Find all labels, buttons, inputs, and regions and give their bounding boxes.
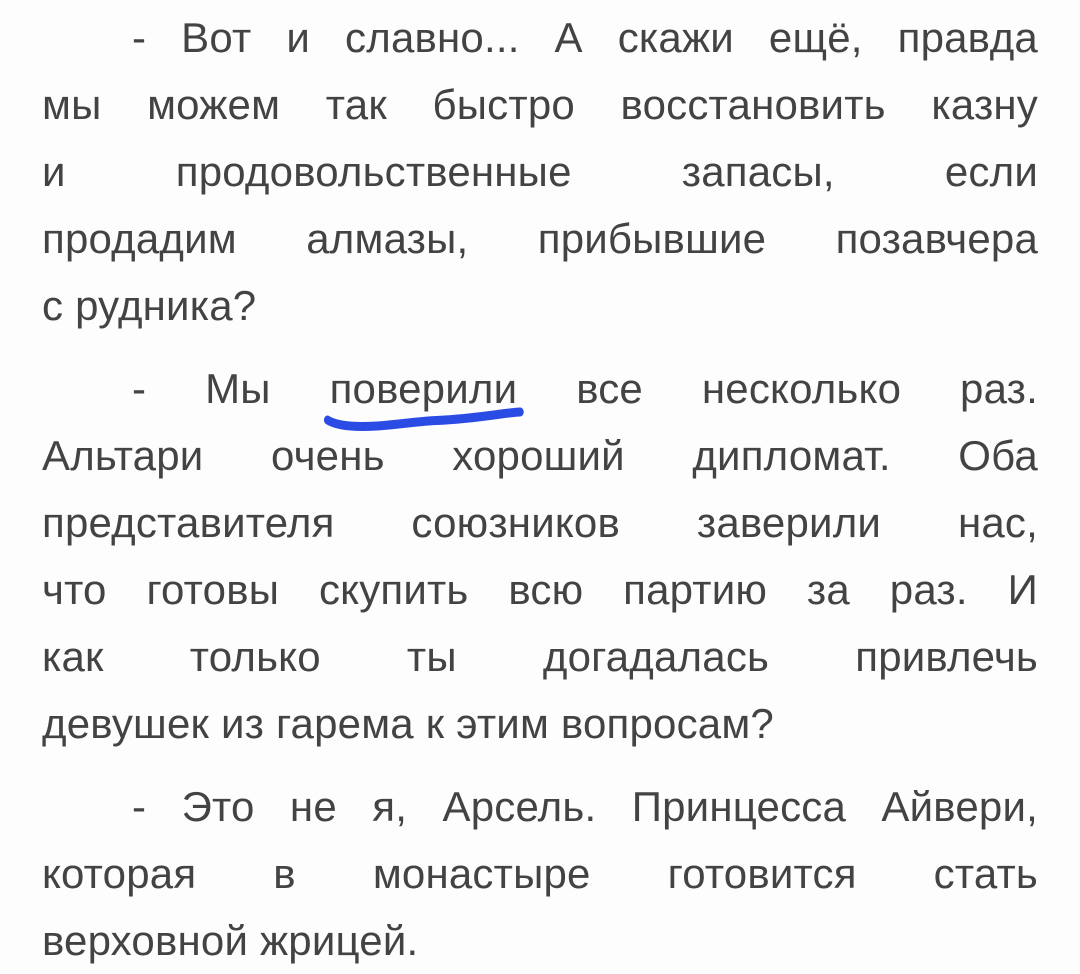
- text-line: как только ты догадалась привлечь: [42, 633, 1038, 680]
- text-line: продадим алмазы, прибывшие позавчера: [42, 215, 1038, 262]
- text-line: - Это не я, Арсель. Принцесса Айвери,: [132, 783, 1038, 830]
- text-line: верховной жрицей.: [42, 917, 419, 964]
- text-line: что готовы скупить всю партию за раз. И: [42, 566, 1038, 613]
- text-line: девушек из гарема к этим вопросам?: [42, 700, 774, 747]
- text-line: которая в монастыре готовится стать: [42, 850, 1038, 897]
- line-prefix: - Мы: [132, 365, 330, 412]
- text-line: Альтари очень хороший дипломат. Оба: [42, 432, 1038, 479]
- underlined-word: [330, 365, 518, 412]
- text-line: и продовольственные запасы, если: [42, 148, 1038, 195]
- text-line: - Вот и славно... А скажи ещё, правда: [132, 14, 1038, 61]
- text-line: представителя союзников заверили нас,: [42, 499, 1038, 546]
- text-line: мы можем так быстро восстановить казну: [42, 81, 1038, 128]
- underlined-word-text: поверили: [329, 365, 518, 412]
- text-line: с рудника?: [42, 282, 257, 329]
- line-suffix: все несколько раз.: [517, 365, 1038, 412]
- paragraph-2: [42, 355, 1038, 757]
- paragraph-3: [42, 773, 1038, 974]
- text-line: [42, 355, 1038, 422]
- paragraph-1: [42, 4, 1038, 339]
